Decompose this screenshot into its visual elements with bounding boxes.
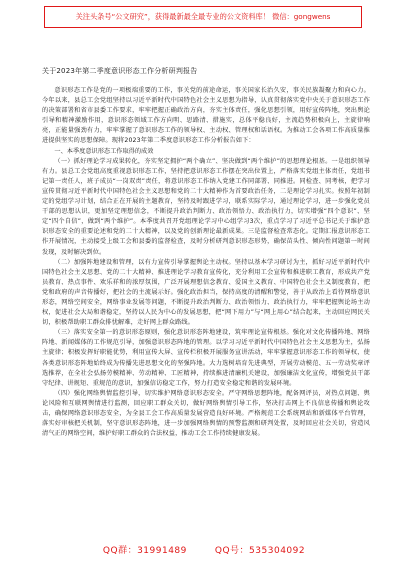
document-body: [42, 66, 370, 439]
section-heading: 一、本季度意识形态工作取得的成效: [54, 147, 154, 155]
document-title: 关于2023年第二季度意识形态工作分析研判报告: [42, 67, 198, 75]
subsection-paragraph: （四）强化网络舆情监控引导，切实维护网络意识形态安全。严守网络思想阵地，配备网评员，对热点问题、舆论风险和互联网舆情进行监测，回应职工群众关切，做好网络舆情引导工作，坚决打击网上不良信息传播和舆论攻击，确保网络意识形态安全，为全县工会工作高质量发展营造良好环境。严格规范工会系统网站和新媒体平台管理，落实好审核把关机制，坚守意识形态阵地，进一步加强网络舆情的预警监测和研判处置，及时回应社会关切，营造风清气正的网络空间，维护好职工群众的合法权益，推动工会工作持续健康发展。: [42, 389, 370, 438]
subsection-paragraph: （一）抓好理论学习成果转化，夯实坚定拥护“两个确立”、坚决做到“两个维护”的思想理论根基。一是组织领导有力。县总工会党组高度重视意识形态工作，坚持把意识形态工作摆在突出位置上，严格落实党组主体责任，党组书记第一责任人，班子成员“一岗双责”责任，将意识形态工作纳入党建工作同部署、同推进。同检查、同考核，把学习宣传贯彻习近平新时代中国特色社会主义思想和党的二十大精神作为首要政治任务，二是理论学习扎实。按照年初制定的党组学习计划，结合正在开展的主题教育，坚持及时跟进学习，联系实际学习，通过理论学习，进一步强化党员干部的思想认识，更加坚定理想信念，不断提升政治判断力、政治领悟力、政治执行力，切实增强“四个意识”、坚定“四个自信”，做到“两个维护”。本季度共召开党组理论学习中心组学习3次，重点学习了习近平总书记关于维护意识形态安全的重要论述和党的二十大精神，以及党的创新理论最新成果。三是监督检查常态化。定期汇报意识形态工作开展情况，主动接受上级工会和县委的监督检查，及时分析研判意识形态形势，确保苗头性、倾向性问题第一时间发现，及时解决到位。: [42, 157, 370, 256]
intro-paragraph: 意识形态工作是党的一项极端重要的工作，事关党的前途命运，事关国家长治久安，事关民族凝聚力和向心力。今年以来，县总工会党组坚持以习近平新时代中国特色社会主义思想为指导，认真贯彻落实党中央关于意识形态工作的决策部署和省市县委工作要求，牢牢把握正确政治方向，夯实主体责任，强化思想引领，用好宣传阵地，突出舆论引导和精神激励作用，意识形态领域工作方向明、思路清、措施实，总体平稳良好，主流趋势积极向上，主旋律响亮，正能量强劲有力，牢牢掌握了意识形态工作的领导权、主动权、管理权和话语权。为推动工会各项工作高质量推进提供坚实的思想保障。现将2023年第二季度意识形态工作分析报告如下：: [42, 87, 370, 145]
footer-contact: [0, 543, 408, 556]
qq-number-text: QQ号：535304092: [214, 546, 306, 556]
header-banner: [44, 6, 362, 28]
banner-text: 关注头条号“公文研究”，获得最新最全最专业的公文资料库！ 微信：gongwens: [75, 12, 331, 21]
qq-group-text: QQ群：31991489: [102, 546, 187, 556]
subsection-paragraph: （二）加强阵地建设和管理，以有力宣传引导掌握舆论主动权。坚持以基本学习研讨为主，抓好习近平新时代中国特色社会主义思想、党的二十大精神、推进理论学习教育宣传化，充分利用工会宣传和推进职工教育，形成共产党员教育、热点事件、欢乐祥和的浓厚氛围，广泛开展理想信念教育、爱国主义教育、中国特色社会主义制度教育，把党和政府的声音传播好，把社会的主流展示好。强化政治担当，保持高度的清醒和警觉，善于从政治上看待网络意识形态，网络空间安全，网络事业发展等问题，不断提升政治判断力、政治领悟力、政治执行力，牢牢把握舆论场主动权，促进社会大局和谐稳定，坚持以人民为中心的发展思想，把“网下用力”与“网上用心”结合起来，主动回应网民关切，积极帮助职工群众排忧解难，走好网上群众路线。: [42, 258, 370, 327]
subsection-paragraph: （三）落实安全第一的意识形态原则，强化意识形态阵地建设，筑牢理论宣传根基。强化对文化传播阵地、网络阵地、新闻媒体的工作规范引导，加强意识形态阵地的管理。以学习习近平新时代中国特色社会主义思想为主，弘扬主旋律；积极发挥好职能优势，利用宣传大屏、宣传栏积极开展服务宣讲活动，牢牢掌握意识形态工作的领导权，使各类意识形态阵地始终成为传播先进思想文化的坚强阵地。大力选树培育先进典型，开展劳动模范、五一劳动奖章评选推荐，在全社会弘扬劳模精神、劳动精神、工匠精神，持续推进清廉机关建设，加强廉洁文化宣传，增强党员干部守纪律、讲规矩、重规范的意识，加强信访稳定工作，努力打造安全稳定和谐的发展环境。: [42, 329, 370, 387]
